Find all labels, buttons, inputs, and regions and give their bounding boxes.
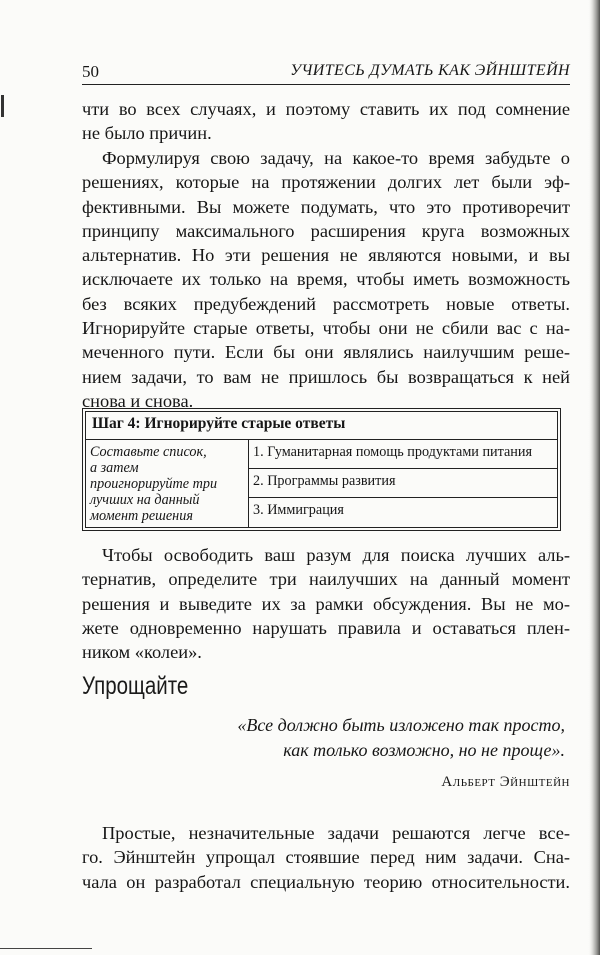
step-list-item: 1. Гуманитарная помощь продуктами питания (248, 440, 557, 469)
text-line: решения и выведите их за рамки обсуждения. Вы не мо- (82, 593, 570, 614)
text-line: Простые, незначительные задачи решаются легче все- (102, 823, 570, 843)
text-line: го. Эйнштейн упрощал стоявшие перед ним задачи. Сна- (82, 847, 570, 868)
text-line: фективными. Вы можете подумать, что это противоречит (82, 196, 570, 217)
text-line: жете одновременно нарушать правила и оставаться плен- (82, 617, 570, 638)
text-line: Формулируя свою задачу, на какое-то время забудьте о (102, 148, 570, 168)
step-instruction (90, 444, 246, 524)
step-4-title: Шаг 4: Игнорируйте старые ответы (92, 415, 346, 432)
text-line: Чтобы освободить ваш разум для поиска лучших аль- (102, 545, 570, 565)
text-line: меченного пути. Если бы они являлись наилучшим реше- (82, 342, 570, 363)
scan-edge-shadow (588, 0, 600, 955)
text-line: ником «колеи». (82, 642, 202, 663)
text-line: снова и снова. (82, 390, 194, 411)
text-line: чти во всех случаях, и поэтому ставить их под сомнение (82, 99, 570, 119)
instruction-line: проигнорируйте три (90, 476, 218, 492)
instruction-line: а затем (90, 460, 139, 476)
scan-margin-mark (1, 95, 4, 117)
instruction-line: момент решения (90, 508, 193, 524)
epigraph-quote (237, 713, 565, 763)
text-line: чала он разработал специальную теорию относительности. (82, 871, 570, 892)
paragraph-free-your-mind (82, 543, 570, 664)
scan-bottom-rule (0, 948, 92, 949)
paragraph-ignore-old-solutions (82, 146, 570, 413)
text-line: тернатив, определите три наилучших на данный момент (82, 569, 570, 590)
running-title: УЧИТЕСЬ ДУМАТЬ КАК ЭЙНШТЕЙН (290, 62, 570, 79)
text-line: Игнорируйте старые ответы, чтобы они не сбили вас с на- (82, 318, 570, 339)
instruction-line: лучших на данный (90, 492, 200, 508)
step-4-box (82, 408, 561, 531)
step-list-item: 2. Программы развития (248, 469, 557, 498)
step-4-inner-frame (85, 411, 558, 528)
text-line: решениях, которые на протяжении долгих лет были эф- (82, 172, 570, 193)
text-line: исключаете их только на время, чтобы иметь возможность (82, 269, 570, 290)
text-line: принципу максимального расширения круга возможных (82, 220, 570, 241)
epigraph-author: Альберт Эйнштейн (441, 774, 570, 790)
text-line: без всяких предубеждений рассмотреть новые ответы. (82, 293, 570, 314)
epigraph-line: как только возможно, но не проще». (283, 740, 565, 760)
step-list-item: 3. Иммиграция (253, 502, 344, 518)
instruction-line: Составьте список, (90, 444, 207, 460)
text-line: нием задачи, то вам не пришлось бы возвращаться к ней (82, 366, 570, 387)
paragraph-continued (82, 97, 570, 146)
running-header (82, 62, 570, 85)
paragraph-simple-tasks (82, 821, 570, 894)
text-line: не было причин. (82, 123, 212, 144)
epigraph-line: «Все должно быть изложено так просто, (237, 715, 565, 735)
page-number: 50 (82, 62, 99, 81)
text-line: альтернатив. Но эти решения не являются новыми, и вы (82, 245, 570, 266)
section-heading: Упрощайте (82, 672, 189, 700)
